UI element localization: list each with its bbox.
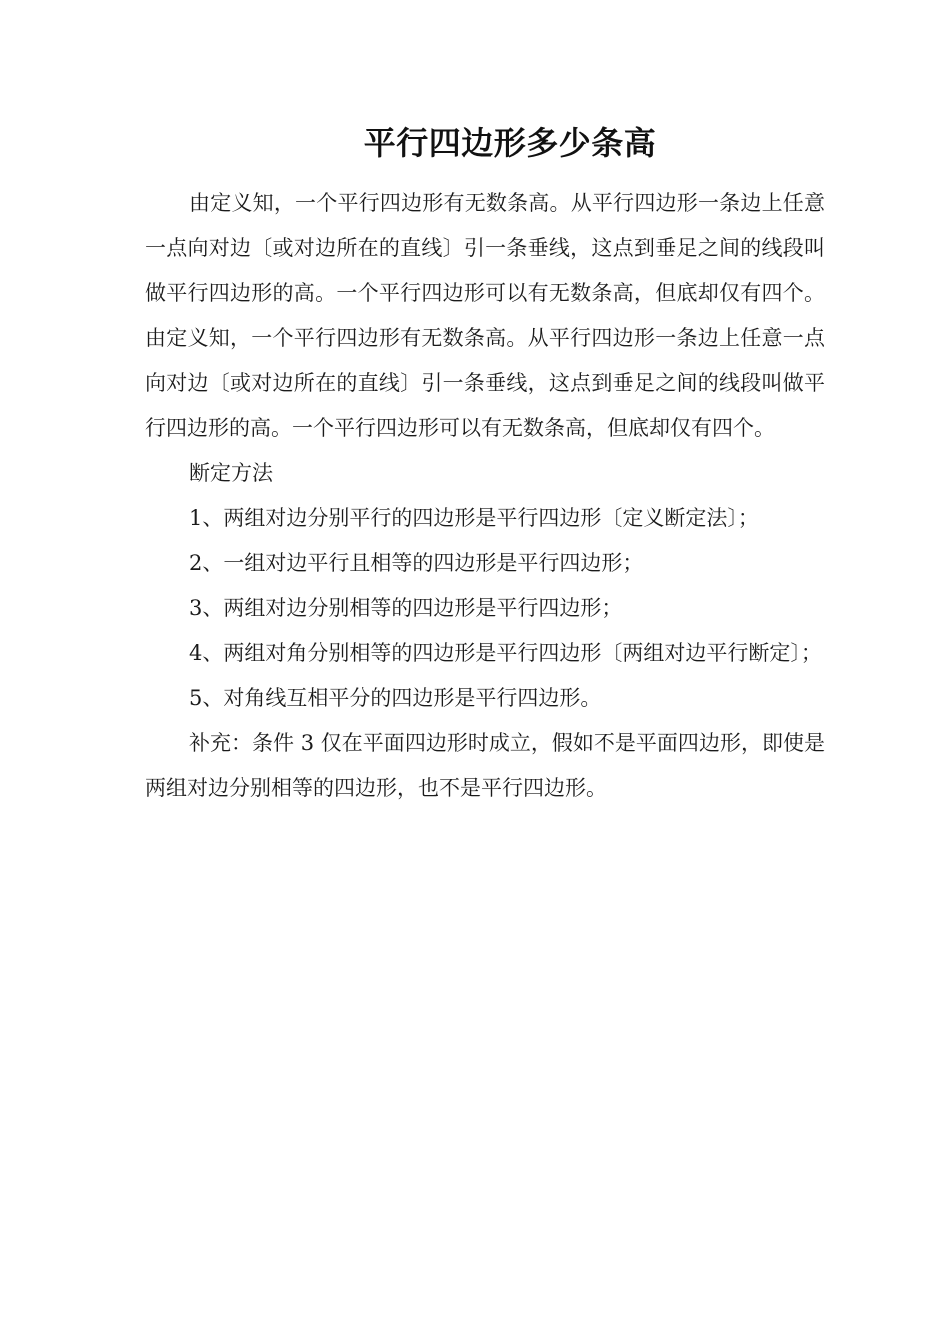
- paragraph-method-4: 4、两组对角分别相等的四边形是平行四边形〔两组对边平行断定〕；: [189, 641, 822, 665]
- paragraph-method-heading: 断定方法: [189, 461, 273, 485]
- paragraph-definition: 由定义知，一个平行四边形有无数条高。从平行四边形一条边上任意一点向对边〔或对边所在的直线〕引一条垂线，这点到垂足之间的线段叫做平行四边形的高。一个平行四边形可以有无数条高，但底却仅有四个。由定义知，一个平行四边形有无数条高。从平行四边形一条边上任意一点向对边〔或对边所在的直线〕引一条垂线，这点到垂足之间的线段叫做平行四边形的高。一个平行四边形可以有无数条高，但底却仅有四个。: [145, 191, 825, 440]
- paragraph-method-2: 2、一组对边平行且相等的四边形是平行四边形；: [189, 551, 644, 575]
- paragraph-method-5: 5、对角线互相平分的四边形是平行四边形。: [189, 686, 602, 710]
- paragraph-supplement: 补充：条件 3 仅在平面四边形时成立，假如不是平面四边形，即使是两组对边分别相等的四边形，也不是平行四边形。: [145, 731, 825, 800]
- page-title: 平行四边形多少条高: [363, 124, 657, 162]
- paragraph-method-1: 1、两组对边分别平行的四边形是平行四边形〔定义断定法〕；: [189, 506, 759, 530]
- document-body: [145, 181, 825, 811]
- paragraph-method-3: 3、两组对边分别相等的四边形是平行四边形；: [189, 596, 623, 620]
